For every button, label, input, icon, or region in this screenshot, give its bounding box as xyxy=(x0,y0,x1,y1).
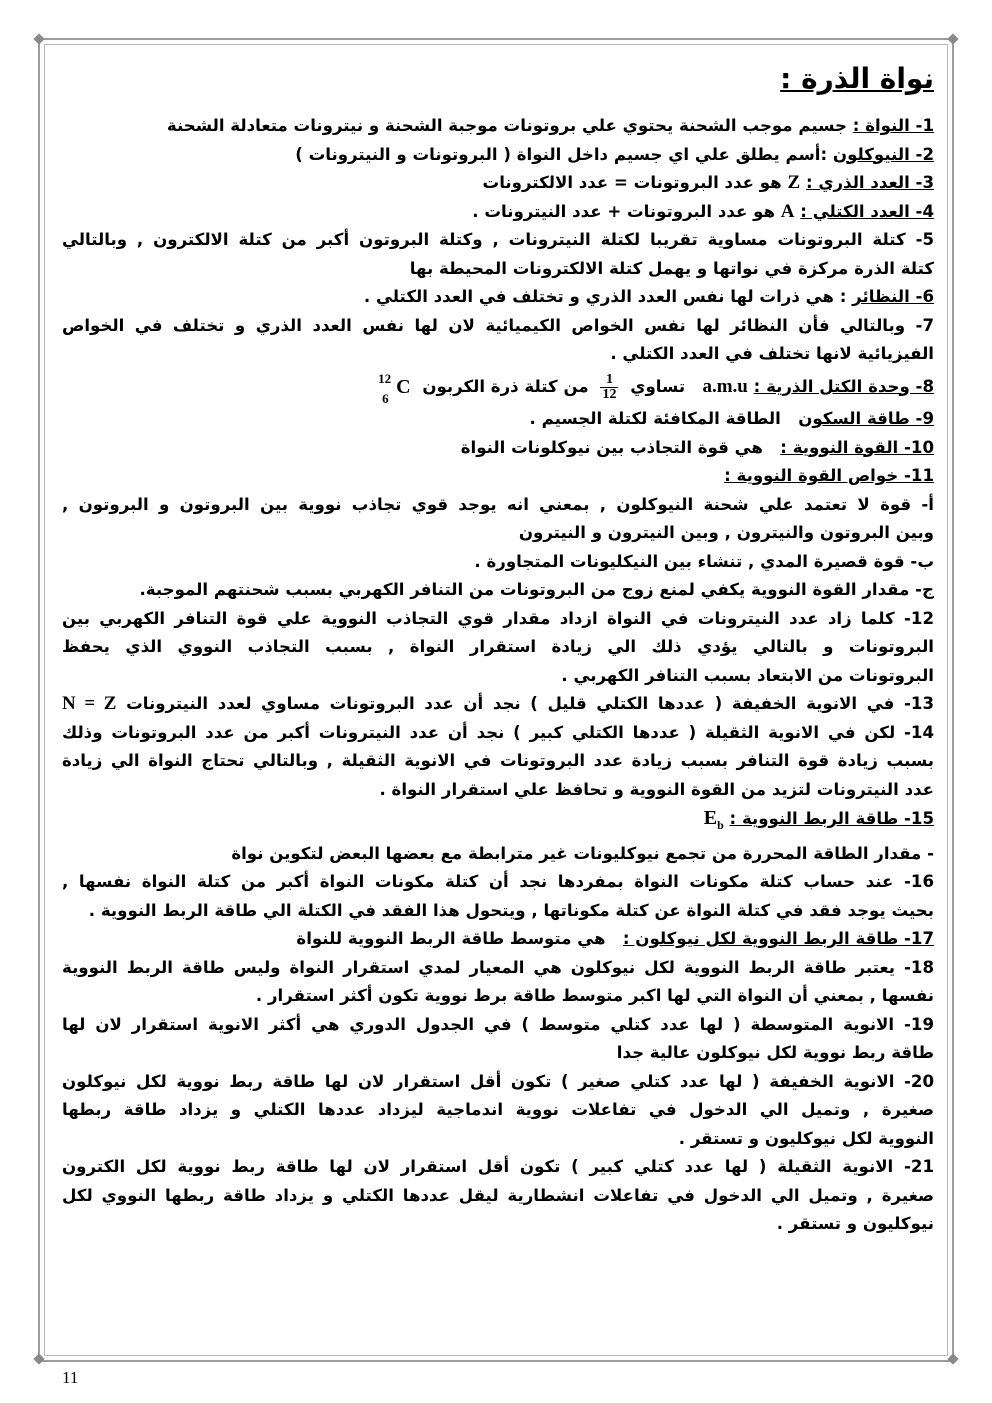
definition-text: هي متوسط طاقة الربط النووية للنواة xyxy=(296,929,612,948)
line-18b: نفسها , بمعني أن النواة التي لها اكبر متوسط طاقة برط نووية تكون أكثر استقرار . xyxy=(255,986,934,1005)
fraction-numerator: 1 xyxy=(600,373,618,388)
line-21c: نيوكليون و تستقر . xyxy=(776,1214,934,1233)
statement-text: 13- في الانوية الخفيفة ( عددها الكتلي قليل ) نجد أن عدد البروتونات مساوي لعدد النيترونات xyxy=(126,694,934,713)
line-11c: ج- مقدار القوة النووية يكفي لمنع زوج من البروتونات من التنافر الكهربي بسبب شحنتهم الموجبة. xyxy=(139,580,934,599)
line-14c: عدد النيترونات لتزيد من القوة النووية و تحافظ علي استقرار النواة . xyxy=(379,779,934,799)
subscript-b: b xyxy=(717,818,724,832)
element-symbol: C xyxy=(396,376,411,398)
page-title: نواة الذرة : xyxy=(780,62,934,95)
line-17 xyxy=(62,925,934,954)
definition-text: الطاقة المكافئة لكتلة الجسيم . xyxy=(529,409,787,428)
line-11a2: وبين البروتون والنيترون , وبين النيترون و النيترون xyxy=(518,523,934,542)
line-20c: النووية لكل نيوكليون و تستقر . xyxy=(678,1128,934,1148)
line-11 xyxy=(62,462,934,491)
definition-text: : هي ذرات لها نفس العدد الذري و تختلف في العدد الكتلي . xyxy=(363,287,853,306)
line-1 xyxy=(62,112,934,141)
line-3 xyxy=(62,169,934,198)
term-label: 9- طاقة السكون xyxy=(798,409,934,428)
line-7a: 7- وبالتالي فأن النظائر لها نفس الخواص الكيميائية لان لها نفس العدد الذري و تختلف في الخواص xyxy=(62,315,934,335)
symbol-a: A xyxy=(780,200,795,222)
fraction-denominator: 12 xyxy=(602,386,617,402)
line-11b: ب- قوة قصيرة المدي , تنشاء بين النيكليونات المتجاورة . xyxy=(474,551,934,571)
term-label: 6- النظائر xyxy=(852,287,934,306)
line-12b: البروتونات و بالتالي يؤدي ذلك الي زيادة استقرار النواة , بسبب التجاذب النووي الذي يحفظ xyxy=(62,637,934,656)
line-9 xyxy=(62,405,934,434)
binding-energy-symbol xyxy=(703,807,724,832)
line-12a: 12- كلما زاد عدد النيترونات في النواة ازداد مقدار قوي التجاذب النووية علي قوة التنافر الكهربي بين xyxy=(62,608,934,628)
formula-n-equals-z: N = Z xyxy=(62,693,117,714)
document-body xyxy=(62,60,934,1239)
term-label: 10- القوة النووية : xyxy=(780,437,934,457)
line-11a1: أ- قوة لا تعتمد علي شحنة النيوكلون , بمعني انه يوجد قوي تجاذب نووية بين البروتون و البروتون , xyxy=(62,494,934,514)
line-14b: بسبب زيادة قوة التنافر بسبب زيادة عدد البروتونات في الانوية الثقيلة , وبالتالي تحتاج النواة الي زيادة xyxy=(62,751,934,770)
line-6 xyxy=(62,283,934,312)
unit-amu: a.m.u xyxy=(702,375,748,397)
term-label: 3- العدد الذري : xyxy=(805,173,934,192)
section-heading: 15- طاقة الربط النووية : xyxy=(729,809,934,828)
term-label: 8- وحدة الكتل الذرية : xyxy=(753,376,934,396)
line-15 xyxy=(62,804,934,840)
definition-text: :أسم يطلق علي اي جسيم داخل النواة ( البروتونات و النيترونات ) xyxy=(295,144,833,164)
line-21b: صغيرة , وتميل الي الدخول في تفاعلات انشطارية ليقل عددها الكتلي و يزداد طاقة ربطها النووي لكل xyxy=(62,1185,934,1205)
line-5b: كتلة الذرة مركزة في نواتها و يهمل كتلة الالكترونات المحيطة بها xyxy=(409,258,934,278)
mass-number: 12 xyxy=(378,371,392,386)
line-15a: - مقدار الطاقة المحررة من تجمع نيوكليونات غير مترابطة مع بعضها البعض لتكوين نواة xyxy=(231,843,934,863)
line-18a: 18- يعتبر طاقة الربط النووية لكل نيوكلون هي المعيار لمدي استقرار النواة وليس طاقة الربط النووية xyxy=(62,957,934,977)
term-label: 17- طاقة الربط النووية لكل نيوكلون : xyxy=(622,929,934,948)
line-7b: الفيزيائية لانها تختلف في العدد الكتلي . xyxy=(610,344,934,363)
definition-text: هو عدد البروتونات = عدد الالكترونات xyxy=(482,173,782,192)
line-20a: 20- الانوية الخفيفة ( لها عدد كتلي صغير ) تكون أقل استقرار لان لها طاقة ربط نووية لكل نيوكلون xyxy=(62,1071,934,1091)
line-19a: 19- الانوية المتوسطة ( لها عدد كتلي متوسط ) في الجدول الدوري هي أكثر الانوية استقرار لان لها xyxy=(62,1014,934,1034)
definition-text: من كتلة ذرة الكربون xyxy=(422,376,589,396)
carbon-12-nuclide xyxy=(378,369,410,405)
line-4 xyxy=(62,198,934,227)
line-2 xyxy=(62,141,934,170)
line-16b: بحيث يوجد فقد في كتلة النواة عن كتلة مكوناتها , ويتحول هذا الفقد في الكتلة الي طاقة الربط النووية . xyxy=(88,900,934,920)
symbol-z: Z xyxy=(787,172,801,193)
line-13 xyxy=(62,690,934,719)
line-19b: طاقة ربط نووية لكل نيوكلون عالية جدا xyxy=(616,1043,934,1062)
section-heading: 11- خواص القوة النووية : xyxy=(724,466,934,485)
line-14a: 14- لكن في الانوية الثقيلة ( عددها الكتلي كبير ) نجد أن عدد النيترونات أكبر من عدد البروتونات وذلك xyxy=(62,722,934,742)
line-21a: 21- الانوية الثقيلة ( لها عدد كتلي كبير ) تكون أقل استقرار لان لها طاقة ربط نووية لكل الكترون xyxy=(62,1157,934,1176)
page-number: 11 xyxy=(62,1368,79,1387)
definition-text: هي قوة التجاذب بين نيوكلونات النواة xyxy=(460,437,769,457)
line-20b: صغيرة , وتميل الي الدخول في تفاعلات نووية اندماجية ليزداد عددها الكتلي و يزداد طاقة ربطها xyxy=(62,1100,934,1119)
atomic-number: 6 xyxy=(382,391,389,405)
term-label: 4- العدد الكتلي : xyxy=(800,201,934,221)
definition-text: هو عدد البروتونات + عدد النيترونات . xyxy=(472,201,775,221)
term-label: 2- النيوكلون xyxy=(832,144,934,164)
line-10 xyxy=(62,434,934,463)
equals-word: تساوي xyxy=(630,376,686,396)
line-8 xyxy=(62,369,934,406)
fraction-one-twelfth xyxy=(600,373,618,402)
line-5a: 5- كتلة البروتونات مساوية تقريبا لكتلة النيترونات , وكتلة البروتون أكبر من كتلة الالكترون , وبالتالي xyxy=(62,230,934,249)
line-16a: 16- عند حساب كتلة مكونات النواة بمفردها نجد أن كتلة مكونات النواة أكبر من كتلة النواة نفسها , xyxy=(62,872,934,891)
definition-text: جسيم موجب الشحنة يحتوي علي بروتونات موجبة الشحنة و نيترونات متعادلة الشحنة xyxy=(166,116,853,135)
line-12c: البروتونات من الابتعاد بسبب التنافر الكهربي . xyxy=(561,665,934,685)
symbol-e: E xyxy=(703,807,718,829)
term-label: 1- النواة : xyxy=(852,116,934,135)
